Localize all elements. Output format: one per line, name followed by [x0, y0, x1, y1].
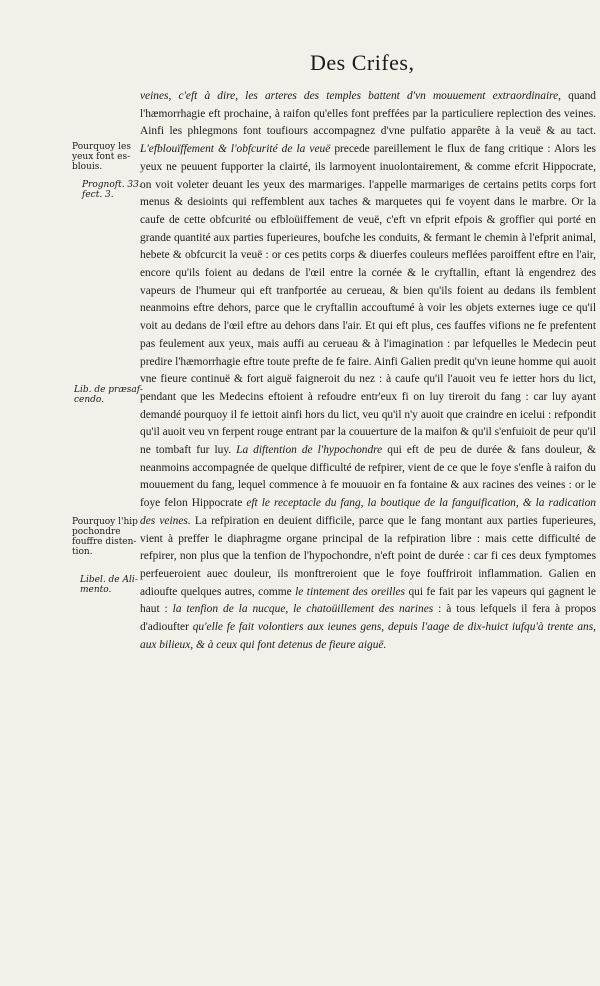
text-run: eft le receptacle du fang, la boutique de la fanguification, & la radication des veines.: [140, 497, 596, 527]
margin-note-reference: Lib. de præsaf-cendo.: [74, 385, 143, 405]
margin-note-reference: Libel. de Ali-mento.: [80, 575, 138, 595]
text-run: qui fe fait par les vapeurs qui gagnent le haut :: [140, 585, 596, 616]
margin-note-reference: Prognoft. 33. fect. 3.: [82, 180, 142, 200]
margin-note: Pourquoy les yeux font es-blouis.: [72, 142, 131, 172]
text-run: L'efblouïffement & l'obfcurité de la veuë: [140, 143, 331, 156]
text-run: veines, c'eft à dire, les arteres des temples battent d'vn mouuement extraordinaire,: [140, 90, 562, 102]
text-run: qu'elle fe fait volontiers aux ieunes gens, depuis l'aage de dix-huict iufqu'à trente ans, aux bilieux, & à ceux qui font detenus de fieure aiguë.: [140, 621, 596, 651]
main-text: [140, 88, 596, 655]
text-run: le tintement des oreilles: [291, 585, 405, 598]
text-run: precede pareillement le flux de fang critique : Alors les yeux ne peuuent fupporter la clairté, ils larmoyent inuolontairement, & comme efcrit Hippocrate, on voit voleter deuant les yeux des marmariges. l'appelle marmariges de certains petits corps fort menus & desioints qui reffemblent aux taches & marquetes qui fe voyent dans le marbre. Or la caufe de cette obfcurité ou efbloüiffement de veuë, c'eft vn efprit efpois & groffier qui porté en grande quantité aux parties fuperieures, boufche les conduits, & fermant le chemin à l'efprit animal, hebete & obfcurcit la veuë : or ces petits corps & diuerfes couleurs meflées paroiffent eftre en l'air, encore qu'ils foient au dedans de l'œil entre la cornée & le cryftallin, eftant là engendrez des vapeurs de l'humeur qui eft tranfportée au cerueau, & bien qu'ils foient au dedans ils femblent neanmoins eftre dehors, parce que le cryftallin accouftumé à voir les objets externes iuge ce qu'il voit au dedans de l'œil eftre au dehors dans l'air. Et qui eft plus, ces fauffes vifions ne fe prefentent pas feulement aux yeux, mais auffi au cerueau & à l'imagination : par lefquelles le Medecin peut predire l'hæmorrhagie eftre toute prefte de fe faire. Ainfi Galien predit qu'vn ieune homme qui auoit vne fieure continuë & fort aiguë faigneroit du nez : à caufe qu'il l'auoit veu fe ietter hors du lict, pendant que les Medecins eftoient à refoudre entr'eux fi on luy tireroit du fang : car luy ayant demandé pourquoy il fe iettoit ainfi hors du lict, veu qu'il n'y auoit que craindre en icelui : refpondit qu'il auoit veu vn ferpent rouge entrant par la couuerture de la maifon & qu'il s'enfuioit de peur qu'il ne tombaft fur luy.: [140, 143, 596, 457]
text-run: quand l'hæmorrhagie eft prochaine, à raifon qu'elles font preffées par la particuliere replection des veines. Ainfi les phlegmons font toufiours accompagnez d'vne pulfatio apparête à la veuë & au tact.: [140, 90, 596, 138]
text-run: La diftention de l'hypochondre: [231, 444, 383, 457]
text-run: La refpiration en deuient difficile, parce que le fang montant aux parties fuperieures, vient à preffer le diaphragme organe principal de la refpiration libre : mais cette difficulté de refpirer, non plus que la tenfion de l'hypochondre, n'eft point de durée : car fi ces deux fymptomes perfeueroient auec douleur, ils monftreroient que le foye fouffriroit inflammation. Galien en adioufte quelques autres, comme: [140, 514, 596, 598]
text-run: : à tous lefquels il fera à propos d'adioufter: [140, 603, 597, 634]
text-run: qui eft de peu de durée & fans douleur, & neanmoins accompagnée de quelque difficulté de refpirer, vient de ce que le foye s'enfle à raifon du mouuement du fang, lequel commence à fe mouuoir en fa fontaine & aux racines des veines : or le foye felon Hippocrate: [140, 444, 596, 510]
paragraph: [140, 88, 596, 655]
page-heading: Des Crifes,: [310, 50, 415, 75]
text-run: la tenfion de la nucque, le chatoüillement des narines: [167, 603, 434, 616]
margin-note: Pourquoy l'hip pochondre fouffre disten-tion.: [72, 517, 138, 557]
